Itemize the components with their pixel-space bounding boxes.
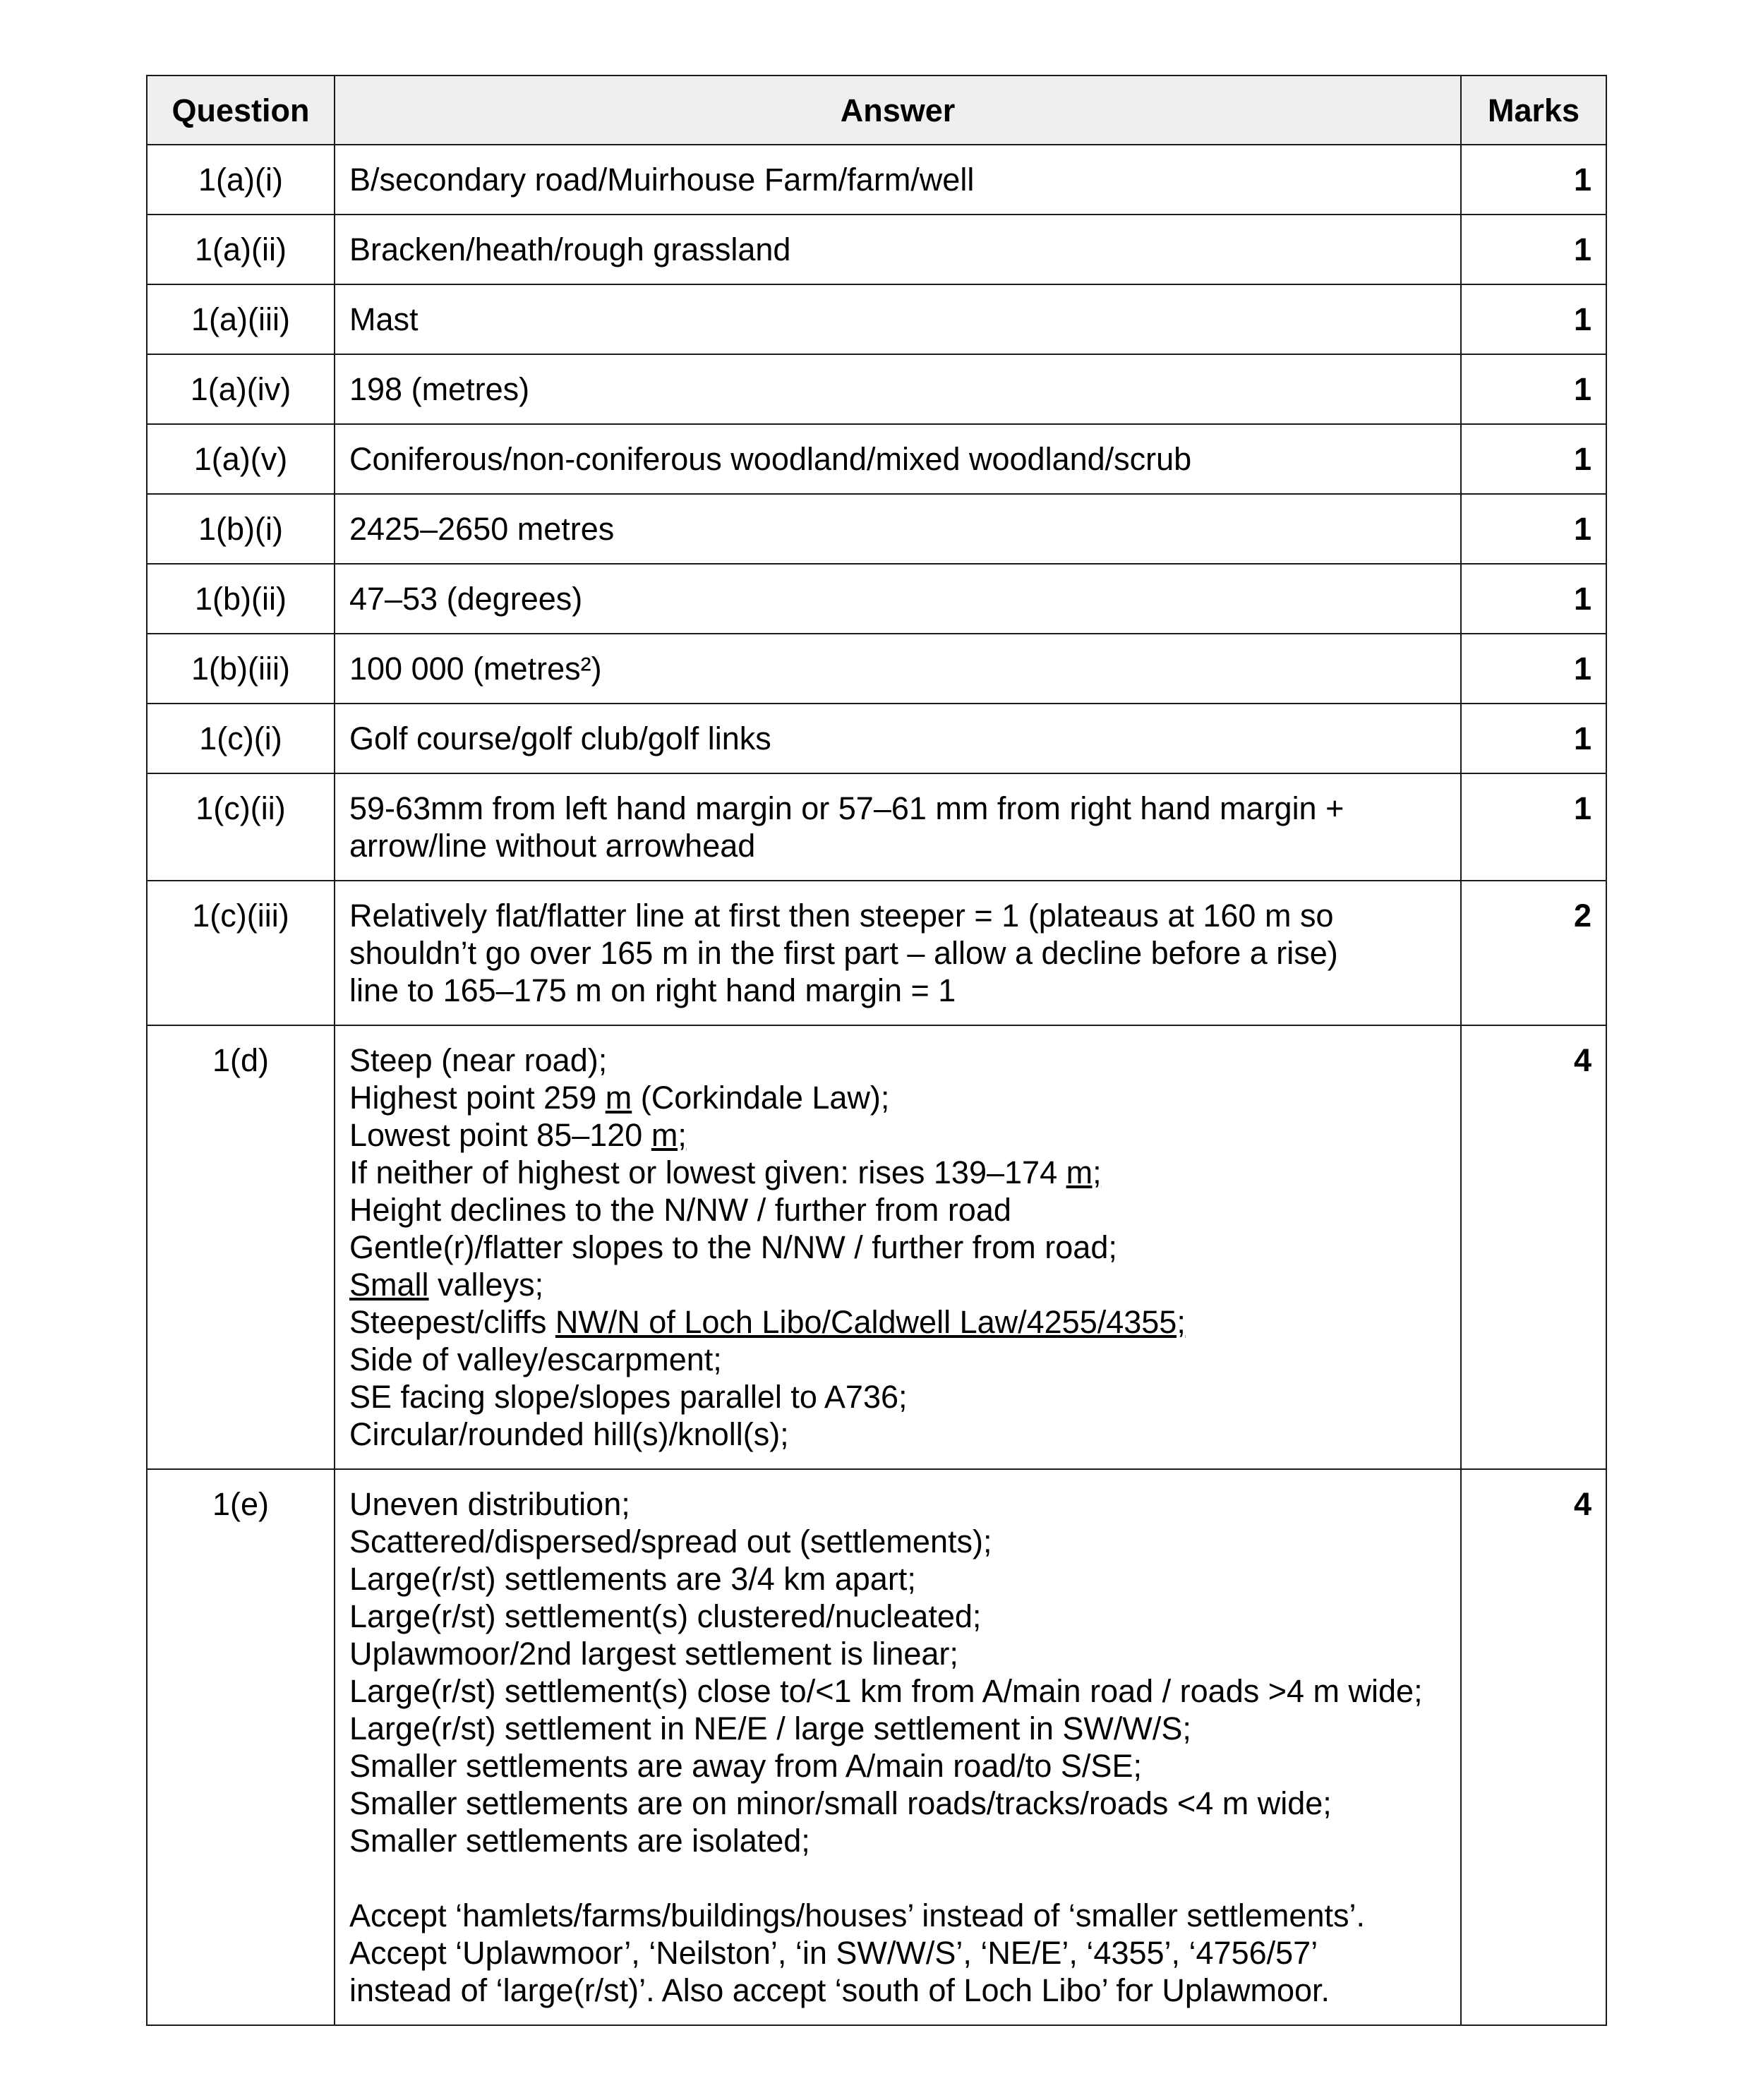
answer-line: Large(r/st) settlement in NE/E / large settlement in SW/W/S; [349,1710,1191,1746]
answer-line: Highest point 259 m (Corkindale Law); [349,1080,890,1116]
answer-line: Scattered/dispersed/spread out (settlements); [349,1523,992,1559]
table-row [147,564,1606,634]
marks-value: 1 [1461,634,1606,704]
blank-line [349,1859,1446,1897]
marks-value: 1 [1461,773,1606,881]
answer-line: Smaller settlements are on minor/small roads/tracks/roads <4 m wide; [349,1785,1332,1821]
table-row [147,881,1606,1025]
underlined-text: m; [1066,1154,1102,1190]
answer-line: Gentle(r)/flatter slopes to the N/NW / further from road; [349,1229,1117,1265]
marks-value: 4 [1461,1469,1606,2025]
question-number: 1(a)(ii) [147,215,335,284]
question-number: 1(c)(iii) [147,881,335,1025]
marks-value: 2 [1461,881,1606,1025]
answer-text: 2425–2650 metres [335,494,1461,564]
question-number: 1(b)(iii) [147,634,335,704]
answer-text: Golf course/golf club/golf links [335,704,1461,773]
table-row [147,634,1606,704]
marks-value: 1 [1461,424,1606,494]
answer-line: Large(r/st) settlements are 3/4 km apart; [349,1561,916,1597]
answer-text: B/secondary road/Muirhouse Farm/farm/well [335,145,1461,215]
column-header-marks: Marks [1461,76,1606,145]
answer-text [335,1025,1461,1469]
answer-line: Circular/rounded hill(s)/knoll(s); [349,1416,789,1452]
answer-line: Uneven distribution; [349,1486,630,1522]
question-number: 1(a)(iii) [147,284,335,354]
table-row [147,773,1606,881]
table-row [147,424,1606,494]
answer-text: 100 000 (metres²) [335,634,1461,704]
answer-text [335,773,1461,881]
marks-value: 4 [1461,1025,1606,1469]
mark-scheme-table [146,75,1607,2026]
answer-line: Steep (near road); [349,1042,608,1078]
column-header-answer: Answer [335,76,1461,145]
answer-line: Lowest point 85–120 m; [349,1117,687,1153]
answer-line: Small valleys; [349,1267,544,1303]
answer-line: arrow/line without arrowhead [349,828,756,864]
marks-value: 1 [1461,145,1606,215]
answer-line: Smaller settlements are away from A/main road/to S/SE; [349,1748,1142,1784]
answer-line: Steepest/cliffs NW/N of Loch Libo/Caldwell Law/4255/4355; [349,1304,1186,1340]
marks-value: 1 [1461,284,1606,354]
header-row [147,76,1606,145]
table-row [147,1025,1606,1469]
underlined-text: Small [349,1267,429,1303]
question-number: 1(c)(i) [147,704,335,773]
answer-line: Side of valley/escarpment; [349,1341,722,1377]
answer-line: Accept ‘hamlets/farms/buildings/houses’ instead of ‘smaller settlements’. [349,1897,1365,1933]
answer-line: shouldn’t go over 165 m in the first part – allow a decline before a rise) [349,935,1338,971]
table-row [147,1469,1606,2025]
answer-line: Smaller settlements are isolated; [349,1823,810,1859]
question-number: 1(a)(iv) [147,354,335,424]
marks-value: 1 [1461,215,1606,284]
question-number: 1(a)(i) [147,145,335,215]
underlined-text: NW/N of Loch Libo/Caldwell Law/4255/4355; [555,1304,1186,1340]
underlined-text: m [605,1080,632,1116]
table-row [147,704,1606,773]
answer-text [335,881,1461,1025]
answer-line: Accept ‘Uplawmoor’, ‘Neilston’, ‘in SW/W/S’, ‘NE/E’, ‘4355’, ‘4756/57’ [349,1935,1318,1971]
answer-line: Relatively flat/flatter line at first then steeper = 1 (plateaus at 160 m so [349,898,1334,934]
table-row [147,215,1606,284]
answer-line: Uplawmoor/2nd largest settlement is linear; [349,1636,958,1672]
answer-line: If neither of highest or lowest given: rises 139–174 m; [349,1154,1102,1190]
marks-value: 1 [1461,494,1606,564]
question-number: 1(a)(v) [147,424,335,494]
answer-line: instead of ‘large(r/st)’. Also accept ‘south of Loch Libo’ for Uplawmoor. [349,1972,1330,2008]
marks-value: 1 [1461,354,1606,424]
answer-text: Mast [335,284,1461,354]
answer-line: Large(r/st) settlement(s) close to/<1 km from A/main road / roads >4 m wide; [349,1673,1423,1709]
question-number: 1(e) [147,1469,335,2025]
question-number: 1(b)(i) [147,494,335,564]
question-number: 1(b)(ii) [147,564,335,634]
table-row [147,494,1606,564]
answer-text: 47–53 (degrees) [335,564,1461,634]
table-row [147,354,1606,424]
marks-value: 1 [1461,704,1606,773]
table-row [147,284,1606,354]
question-number: 1(c)(ii) [147,773,335,881]
answer-line: SE facing slope/slopes parallel to A736; [349,1379,908,1415]
answer-line: 59-63mm from left hand margin or 57–61 mm from right hand margin + [349,790,1344,826]
answer-text: Bracken/heath/rough grassland [335,215,1461,284]
table-row [147,145,1606,215]
marks-value: 1 [1461,564,1606,634]
underlined-text: m; [651,1117,687,1153]
column-header-question: Question [147,76,335,145]
answer-text: Coniferous/non-coniferous woodland/mixed woodland/scrub [335,424,1461,494]
answer-line: Height declines to the N/NW / further from road [349,1192,1011,1228]
answer-line: Large(r/st) settlement(s) clustered/nucleated; [349,1598,982,1634]
answer-text: 198 (metres) [335,354,1461,424]
answer-line: line to 165–175 m on right hand margin = 1 [349,972,956,1008]
answer-text [335,1469,1461,2025]
question-number: 1(d) [147,1025,335,1469]
